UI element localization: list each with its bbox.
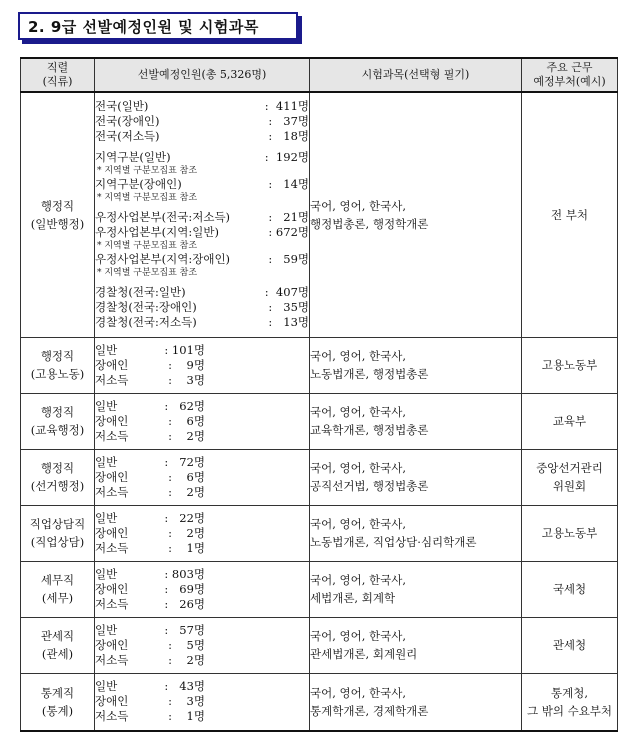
allocation-label: 저소득 [95, 428, 129, 443]
table-row [21, 393, 618, 449]
table-row [21, 449, 618, 505]
allocation-label: 경찰청(전국:일반) [95, 285, 186, 300]
allocation-label: 저소득 [95, 709, 129, 724]
table-row [21, 673, 618, 731]
department-cell: 고용노동부 [522, 337, 618, 393]
allocation-label: 일반 [95, 342, 118, 357]
allocation-label: 경찰청(전국:장애인) [95, 300, 197, 315]
allocation-label: 장애인 [95, 694, 129, 709]
allocation-line [95, 358, 309, 373]
allocation-value: : 6명 [168, 469, 205, 484]
allocation-group [95, 150, 309, 204]
allocation-line [95, 315, 309, 330]
allocation-value: : 43명 [164, 679, 205, 694]
allocation-line [95, 709, 309, 724]
allocation-label: 일반 [95, 566, 118, 581]
section-title: 2. 9급 선발예정인원 및 시험과목 [18, 12, 298, 40]
subjects-cell: 국어, 영어, 한국사, 교육학개론, 행정법총론 [310, 393, 522, 449]
allocation-line [95, 638, 309, 653]
table-row [21, 337, 618, 393]
allocation-line [95, 414, 309, 429]
allocation-value: : 2명 [168, 525, 205, 540]
allocation-cell [95, 337, 310, 393]
allocation-label: 일반 [95, 679, 118, 694]
allocation-value: : 72명 [164, 454, 205, 469]
allocation-label: 장애인 [95, 413, 129, 428]
allocation-line [95, 99, 309, 114]
note-text: * 지역별 구분모집표 참조 [97, 241, 198, 252]
allocation-value: : 1명 [168, 540, 205, 555]
rank-cell: 행정직 (일반행정) [21, 92, 95, 337]
allocation-value: : 18명 [268, 129, 309, 144]
allocation-value: : 672명 [268, 225, 309, 240]
allocation-line [95, 455, 309, 470]
header-subjects: 시험과목(선택형 필기) [310, 58, 522, 92]
allocation-line [95, 511, 309, 526]
allocation-label: 전국(장애인) [95, 114, 160, 129]
subjects-cell: 국어, 영어, 한국사, 행정법총론, 행정학개론 [310, 92, 522, 337]
allocation-label: 장애인 [95, 525, 129, 540]
allocation-cell [95, 673, 310, 731]
allocation-label: 장애인 [95, 357, 129, 372]
rank-cell: 행정직 (고용노동) [21, 337, 95, 393]
allocation-value: : 2명 [168, 652, 205, 667]
allocation-line [95, 210, 309, 225]
allocation-cell [95, 505, 310, 561]
allocation-line [95, 623, 309, 638]
allocation-label: 전국(저소득) [95, 129, 160, 144]
allocation-cell [95, 92, 310, 337]
allocation-value: : 101명 [164, 342, 205, 357]
table-row [21, 505, 618, 561]
department-cell: 통계청, 그 밖의 수요부처 [522, 673, 618, 731]
subjects-cell: 국어, 영어, 한국사, 노동법개론, 직업상담·심리학개론 [310, 505, 522, 561]
allocation-value: : 407명 [264, 285, 309, 300]
header-row [21, 58, 618, 92]
allocation-value: : 5명 [168, 637, 205, 652]
allocation-line [95, 485, 309, 500]
rank-cell: 행정직 (선거행정) [21, 449, 95, 505]
allocation-value: : 62명 [164, 398, 205, 413]
allocation-line [95, 526, 309, 541]
allocation-value: : 3명 [168, 694, 205, 709]
department-cell: 전 부처 [522, 92, 618, 337]
header-department: 주요 근무 예정부처(예시) [522, 58, 618, 92]
subjects-cell: 국어, 영어, 한국사, 노동법개론, 행정법총론 [310, 337, 522, 393]
allocation-cell [95, 617, 310, 673]
allocation-label: 경찰청(전국:저소득) [95, 315, 197, 330]
allocation-label: 지역구분(일반) [95, 150, 171, 165]
department-cell: 관세청 [522, 617, 618, 673]
subjects-cell: 국어, 영어, 한국사, 관세법개론, 회계원리 [310, 617, 522, 673]
allocation-label: 지역구분(장애인) [95, 177, 182, 192]
allocation-line [95, 285, 309, 300]
allocation-label: 우정사업본부(전국:저소득) [95, 210, 231, 225]
allocation-line [95, 567, 309, 582]
allocation-line [95, 582, 309, 597]
allocation-value: : 2명 [168, 484, 205, 499]
subjects-cell: 국어, 영어, 한국사, 공직선거법, 행정법총론 [310, 449, 522, 505]
allocation-label: 일반 [95, 622, 118, 637]
allocation-cell [95, 449, 310, 505]
allocation-label: 장애인 [95, 581, 129, 596]
allocation-line [95, 129, 309, 144]
rank-cell: 관세직 (관세) [21, 617, 95, 673]
allocation-line [95, 429, 309, 444]
allocation-line [95, 679, 309, 694]
allocation-value: : 9명 [168, 357, 205, 372]
allocation-value: : 21명 [268, 210, 309, 225]
allocation-value: : 13명 [268, 315, 309, 330]
rank-cell: 직업상담직 (직업상담) [21, 505, 95, 561]
allocation-value: : 35명 [268, 300, 309, 315]
allocation-cell [95, 393, 310, 449]
allocation-line [95, 343, 309, 358]
allocation-value: : 192명 [264, 150, 309, 165]
allocation-label: 저소득 [95, 484, 129, 499]
recruitment-table [20, 57, 618, 732]
department-cell: 중앙선거관리 위원회 [522, 449, 618, 505]
allocation-cell [95, 561, 310, 617]
department-cell: 고용노동부 [522, 505, 618, 561]
note-text: * 지역별 구분모집표 참조 [97, 268, 198, 279]
note-text: * 지역별 구분모집표 참조 [97, 193, 198, 204]
allocation-group [95, 99, 309, 144]
allocation-value: : 57명 [164, 622, 205, 637]
subjects-cell: 국어, 영어, 한국사, 세법개론, 회계학 [310, 561, 522, 617]
allocation-value: : 3명 [168, 372, 205, 387]
allocation-label: 일반 [95, 510, 118, 525]
allocation-value: : 37명 [268, 114, 309, 129]
note-text: * 지역별 구분모집표 참조 [97, 166, 198, 177]
allocation-line [95, 252, 309, 267]
allocation-label: 장애인 [95, 637, 129, 652]
allocation-line [95, 541, 309, 556]
allocation-label: 저소득 [95, 596, 129, 611]
rank-cell: 세무직 (세무) [21, 561, 95, 617]
allocation-value: : 2명 [168, 428, 205, 443]
allocation-group [95, 285, 309, 330]
allocation-line [95, 225, 309, 240]
department-cell: 교육부 [522, 393, 618, 449]
allocation-line [95, 597, 309, 612]
allocation-value: : 26명 [164, 596, 205, 611]
allocation-value: : 6명 [168, 413, 205, 428]
allocation-value: : 69명 [164, 581, 205, 596]
allocation-label: 우정사업본부(지역:장애인) [95, 252, 231, 267]
allocation-value: : 1명 [168, 709, 205, 724]
allocation-label: 일반 [95, 398, 118, 413]
rank-cell: 행정직 (교육행정) [21, 393, 95, 449]
allocation-value: : 59명 [268, 252, 309, 267]
table-row [21, 617, 618, 673]
table-row-general-admin [21, 92, 618, 337]
allocation-label: 저소득 [95, 652, 129, 667]
allocation-line [95, 300, 309, 315]
allocation-label: 일반 [95, 454, 118, 469]
allocation-line [95, 373, 309, 388]
allocation-line [95, 177, 309, 192]
department-cell: 국세청 [522, 561, 618, 617]
allocation-value: : 803명 [164, 566, 205, 581]
allocation-line [95, 653, 309, 668]
allocation-line [95, 150, 309, 165]
allocation-group [95, 210, 309, 279]
allocation-line [95, 399, 309, 414]
allocation-value: : 411명 [264, 99, 309, 114]
rank-cell: 통계직 (통계) [21, 673, 95, 731]
allocation-label: 장애인 [95, 469, 129, 484]
header-allocation: 선발예정인원(총 5,326명) [95, 58, 310, 92]
allocation-label: 전국(일반) [95, 99, 149, 114]
allocation-label: 우정사업본부(지역:일반) [95, 225, 219, 240]
allocation-label: 저소득 [95, 540, 129, 555]
allocation-line [95, 114, 309, 129]
allocation-line [95, 470, 309, 485]
allocation-value: : 14명 [268, 177, 309, 192]
allocation-label: 저소득 [95, 372, 129, 387]
allocation-value: : 22명 [164, 510, 205, 525]
table-row [21, 561, 618, 617]
subjects-cell: 국어, 영어, 한국사, 통계학개론, 경제학개론 [310, 673, 522, 731]
allocation-line [95, 694, 309, 709]
header-rank: 직렬 (직류) [21, 58, 95, 92]
